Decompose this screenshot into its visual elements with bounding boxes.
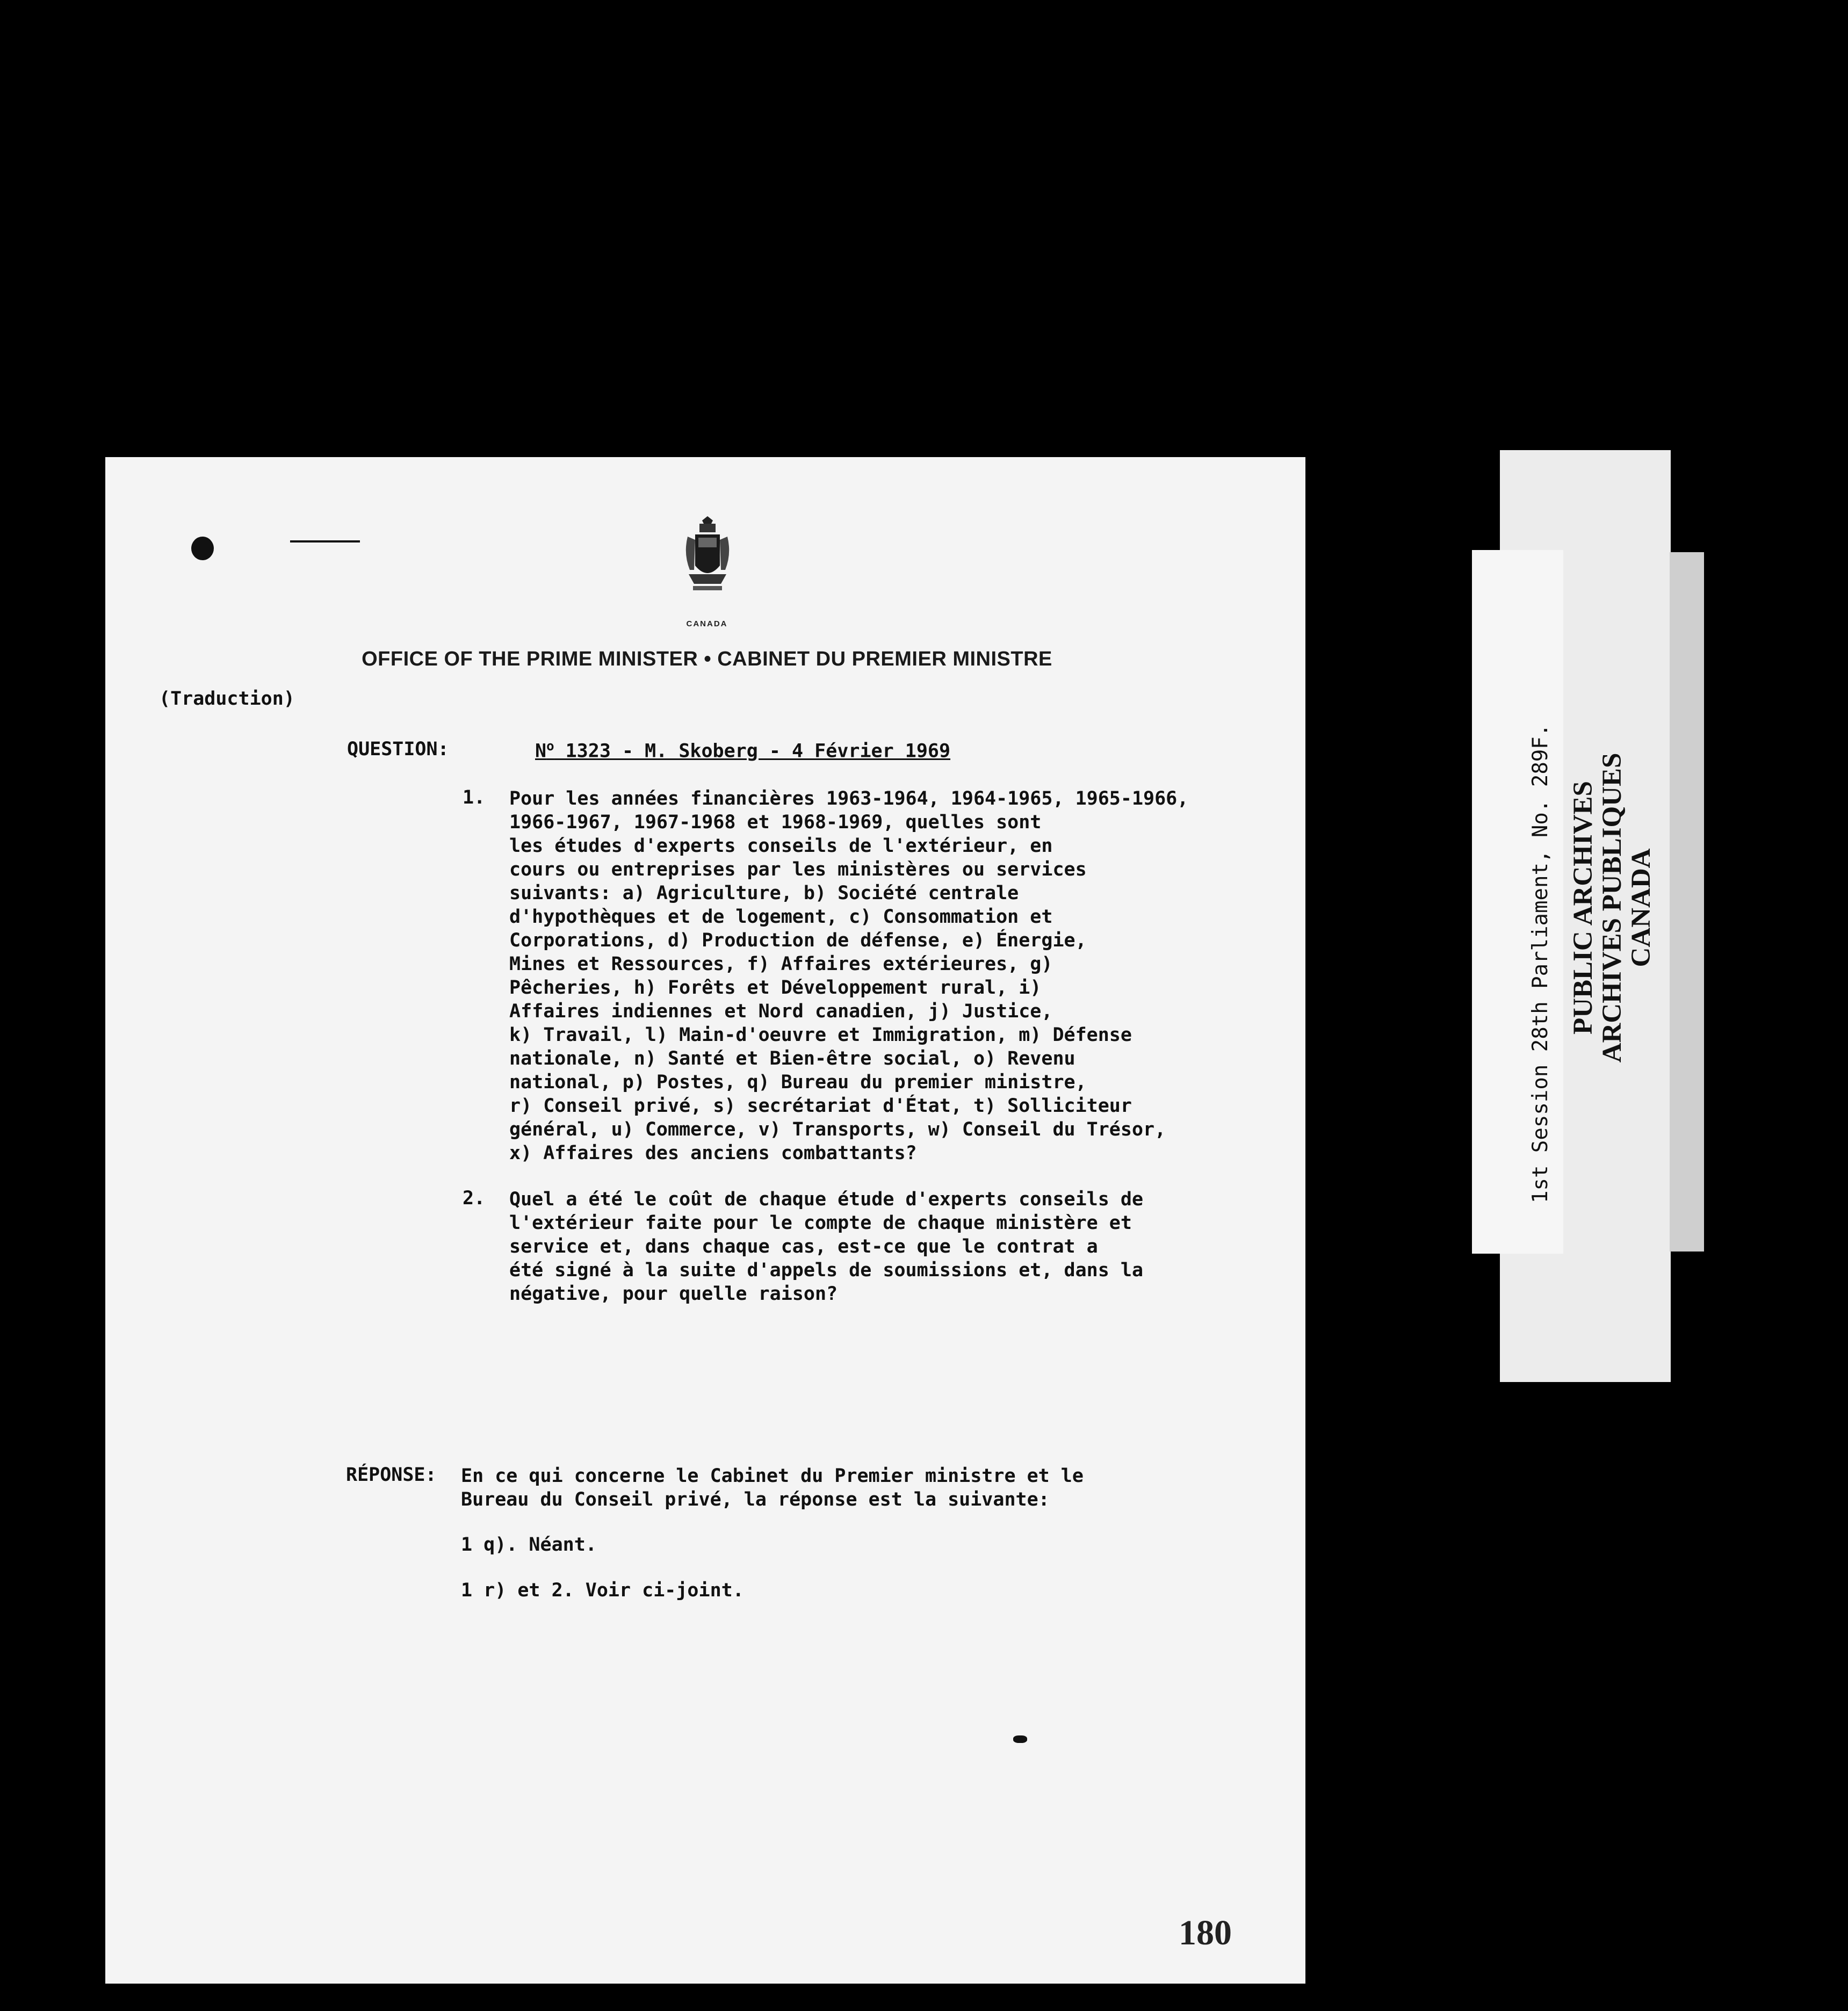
text-line: nationale, n) Santé et Bien-être social, o) Revenu: [509, 1048, 1075, 1069]
text-line: k) Travail, l) Main-d'oeuvre et Immigration, m) Défense: [509, 1024, 1132, 1046]
stamp-line: CANADA: [1626, 848, 1656, 967]
archive-strip-shadow: [1670, 552, 1704, 1252]
text-line: l'extérieur faite pour le compte de chaque ministère et: [509, 1212, 1132, 1234]
text-line: négative, pour quelle raison?: [509, 1283, 838, 1305]
session-reference: 1st Session 28th Parliament, No. 289F.: [1528, 724, 1553, 1203]
text-line: d'hypothèques et de logement, c) Consommation et: [509, 906, 1053, 928]
text-line: Affaires indiennes et Nord canadien, j) Justice,: [509, 1001, 1053, 1022]
reponse-text: [461, 1464, 1084, 1511]
text-line: Bureau du Conseil privé, la réponse est la suivante:: [461, 1489, 1050, 1510]
stamp-line: PUBLIC ARCHIVES: [1568, 781, 1598, 1035]
reponse-label: RÉPONSE:: [346, 1464, 437, 1486]
item-1-number: 1.: [463, 787, 486, 808]
reponse-line-r: 1 r) et 2. Voir ci-joint.: [461, 1580, 744, 1601]
text-line: les études d'experts conseils de l'extérieur, en: [509, 835, 1053, 857]
item-2-text: [509, 1188, 1261, 1306]
traduction-label: (Traduction): [159, 688, 295, 710]
ink-speck: [1013, 1735, 1027, 1743]
text-line: 1966-1967, 1967-1968 et 1968-1969, quelles sont: [509, 812, 1042, 833]
item-2-number: 2.: [463, 1188, 486, 1209]
ink-blot: [191, 537, 214, 560]
document-page: [105, 457, 1305, 1984]
item-1-text: [509, 787, 1261, 1165]
text-line: Pour les années financières 1963-1964, 1964-1965, 1965-1966,: [509, 788, 1189, 809]
question-title: $N^o$ 1323 - M. Skoberg - 4 Février 1969: [535, 739, 951, 762]
text-line: service et, dans chaque cas, est-ce que le contrat a: [509, 1236, 1098, 1257]
text-line: Pêcheries, h) Forêts et Développement rural, i): [509, 977, 1042, 999]
text-line: national, p) Postes, q) Bureau du premier ministre,: [509, 1072, 1087, 1093]
archives-stamp: [1569, 736, 1656, 1080]
stamp-line: ARCHIVES PUBLIQUES: [1597, 753, 1627, 1063]
letterhead-title: OFFICE OF THE PRIME MINISTER • CABINET DU PREMIER MINISTRE: [362, 648, 1052, 670]
text-line: r) Conseil privé, s) secrétariat d'État, t) Solliciteur: [509, 1095, 1132, 1117]
text-line: Quel a été le coût de chaque étude d'experts conseils de: [509, 1189, 1144, 1210]
canada-coat-of-arms-icon: [678, 516, 737, 597]
question-label: QUESTION:: [347, 739, 449, 760]
text-line: Mines et Ressources, f) Affaires extérieures, g): [509, 953, 1053, 975]
text-line: Corporations, d) Production de défense, e) Énergie,: [509, 930, 1087, 951]
text-line: x) Affaires des anciens combattants?: [509, 1142, 917, 1164]
text-line: général, u) Commerce, v) Transports, w) Conseil du Trésor,: [509, 1119, 1166, 1140]
text-line: été signé à la suite d'appels de soumissions et, dans la: [509, 1260, 1144, 1281]
reponse-line-q: 1 q). Néant.: [461, 1534, 597, 1556]
text-line: En ce qui concerne le Cabinet du Premier ministre et le: [461, 1465, 1084, 1487]
ink-dash: [290, 540, 360, 542]
text-line: cours ou entreprises par les ministères ou services: [509, 859, 1087, 880]
page-number: 180: [1179, 1913, 1232, 1952]
crest-label: CANADA: [686, 619, 728, 628]
text-line: suivants: a) Agriculture, b) Société centrale: [509, 882, 1019, 904]
